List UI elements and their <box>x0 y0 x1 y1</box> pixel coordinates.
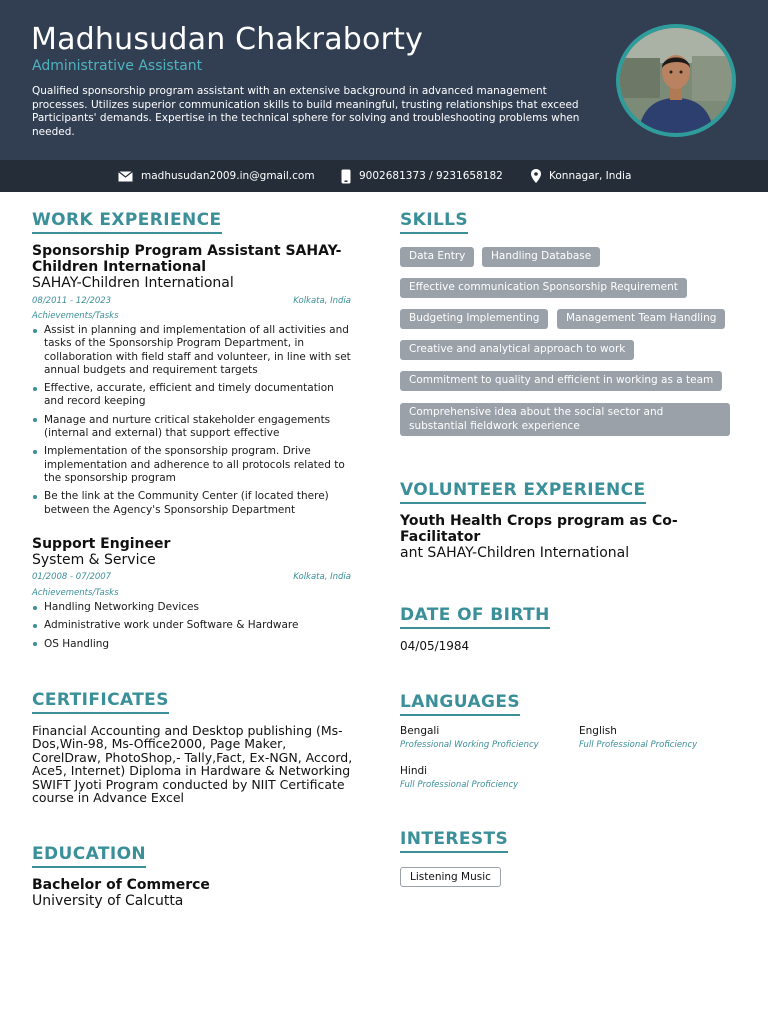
skill-tag: Handling Database <box>482 247 600 267</box>
skill-tag: Effective communication Sponsorship Requirement <box>400 278 687 298</box>
job-title: Sponsorship Program Assistant SAHAY-Children International <box>32 243 342 275</box>
job-tasks-label: Achievements/Tasks <box>32 588 119 598</box>
education-degree: Bachelor of Commerce <box>32 877 210 893</box>
skill-tag: Management Team Handling <box>557 309 725 329</box>
skill-tag: Creative and analytical approach to work <box>400 340 634 360</box>
resume-header <box>0 0 768 160</box>
map-pin-icon <box>531 169 541 183</box>
candidate-name: Madhusudan Chakraborty <box>31 22 424 57</box>
dob-value: 04/05/1984 <box>400 639 470 653</box>
list-item: Administrative work under Software & Hardware <box>32 619 354 632</box>
skill-tag: Budgeting Implementing <box>400 309 548 329</box>
list-item: Assist in planning and implementation of all activities and tasks of the Sponsorship Program Department, in collaboration with field staff and volunteer, in line with set annual budgets and requirement targets <box>32 324 354 377</box>
candidate-title: Administrative Assistant <box>32 58 203 74</box>
list-item: Handling Networking Devices <box>32 601 354 614</box>
certificates-heading: CERTIFICATES <box>32 690 169 714</box>
interest-tag: Listening Music <box>400 867 501 887</box>
contact-location <box>531 160 631 192</box>
language-name: English <box>579 725 617 737</box>
email-text: madhusudan2009.in@gmail.com <box>141 170 315 182</box>
education-heading: EDUCATION <box>32 844 146 868</box>
skill-tag: Data Entry <box>400 247 474 267</box>
envelope-icon <box>118 171 133 182</box>
job-dates: 01/2008 - 07/2007 <box>32 572 112 582</box>
skills-heading: SKILLS <box>400 210 468 234</box>
job-title: Support Engineer <box>32 536 171 552</box>
job-tasks-label: Achievements/Tasks <box>32 311 119 321</box>
job-bullets <box>32 324 354 522</box>
job-dates: 08/2011 - 12/2023 <box>32 296 112 306</box>
job-company: System & Service <box>32 552 156 568</box>
job-location: Kolkata, India <box>293 296 351 306</box>
skill-tag: Commitment to quality and efficient in working as a team <box>400 371 722 391</box>
job-bullets <box>32 601 354 656</box>
list-item: OS Handling <box>32 638 354 651</box>
language-name: Hindi <box>400 765 428 777</box>
job-location: Kolkata, India <box>293 572 351 582</box>
education-school: University of Calcutta <box>32 893 184 909</box>
phone-icon <box>341 169 351 184</box>
list-item: Be the link at the Community Center (if located there) between the Agency's Sponsorship Department <box>32 490 354 517</box>
contact-bar <box>0 160 768 192</box>
volunteer-role: Youth Health Crops program as Co-Facilitator <box>400 513 678 545</box>
language-level: Professional Working Proficiency <box>400 740 539 750</box>
language-level: Full Professional Proficiency <box>400 780 519 790</box>
languages-heading: LANGUAGES <box>400 692 520 716</box>
location-text: Konnagar, India <box>549 170 632 182</box>
profile-photo <box>616 24 736 137</box>
list-item: Effective, accurate, efficient and timely documentation and record keeping <box>32 382 354 409</box>
list-item: Implementation of the sponsorship program. Drive implementation and adherence to all protocols related to the sponsorship program <box>32 445 354 485</box>
profile-summary: Qualified sponsorship program assistant with an extensive background in advanced management processes. Utilizes superior communication skills to build meaningful, trusting relationships that exceed Participants' demands. Expertise in the technical sphere for solving and troubleshooting problems when needed. <box>32 85 580 138</box>
language-name: Bengali <box>400 725 440 737</box>
job-company: SAHAY-Children International <box>32 275 234 291</box>
list-item: Manage and nurture critical stakeholder engagements (internal and external) that support effective <box>32 414 354 441</box>
language-level: Full Professional Proficiency <box>579 740 698 750</box>
interests-heading: INTERESTS <box>400 829 508 853</box>
work-experience-heading: WORK EXPERIENCE <box>32 210 222 234</box>
certificates-text: Financial Accounting and Desktop publishing (Ms-Dos,Win-98, Ms-Office2000, Page Maker, CorelDraw, PhotoShop,- Tally,Fact, Ex-NGN, Accord, Ace5, Internet) Diploma in Hardware & Networking SWIFT Jyoti Program conducted by NIIT Certificate course in Advance Excel <box>32 723 353 806</box>
contact-email[interactable] <box>118 160 315 192</box>
contact-phone[interactable] <box>341 160 503 192</box>
dob-heading: DATE OF BIRTH <box>400 605 550 629</box>
skill-tag: Comprehensive idea about the social sector and substantial fieldwork experience <box>400 403 730 436</box>
volunteer-heading: VOLUNTEER EXPERIENCE <box>400 480 646 504</box>
volunteer-org: ant SAHAY-Children International <box>400 545 630 561</box>
phone-text: 9002681373 / 9231658182 <box>359 170 503 182</box>
